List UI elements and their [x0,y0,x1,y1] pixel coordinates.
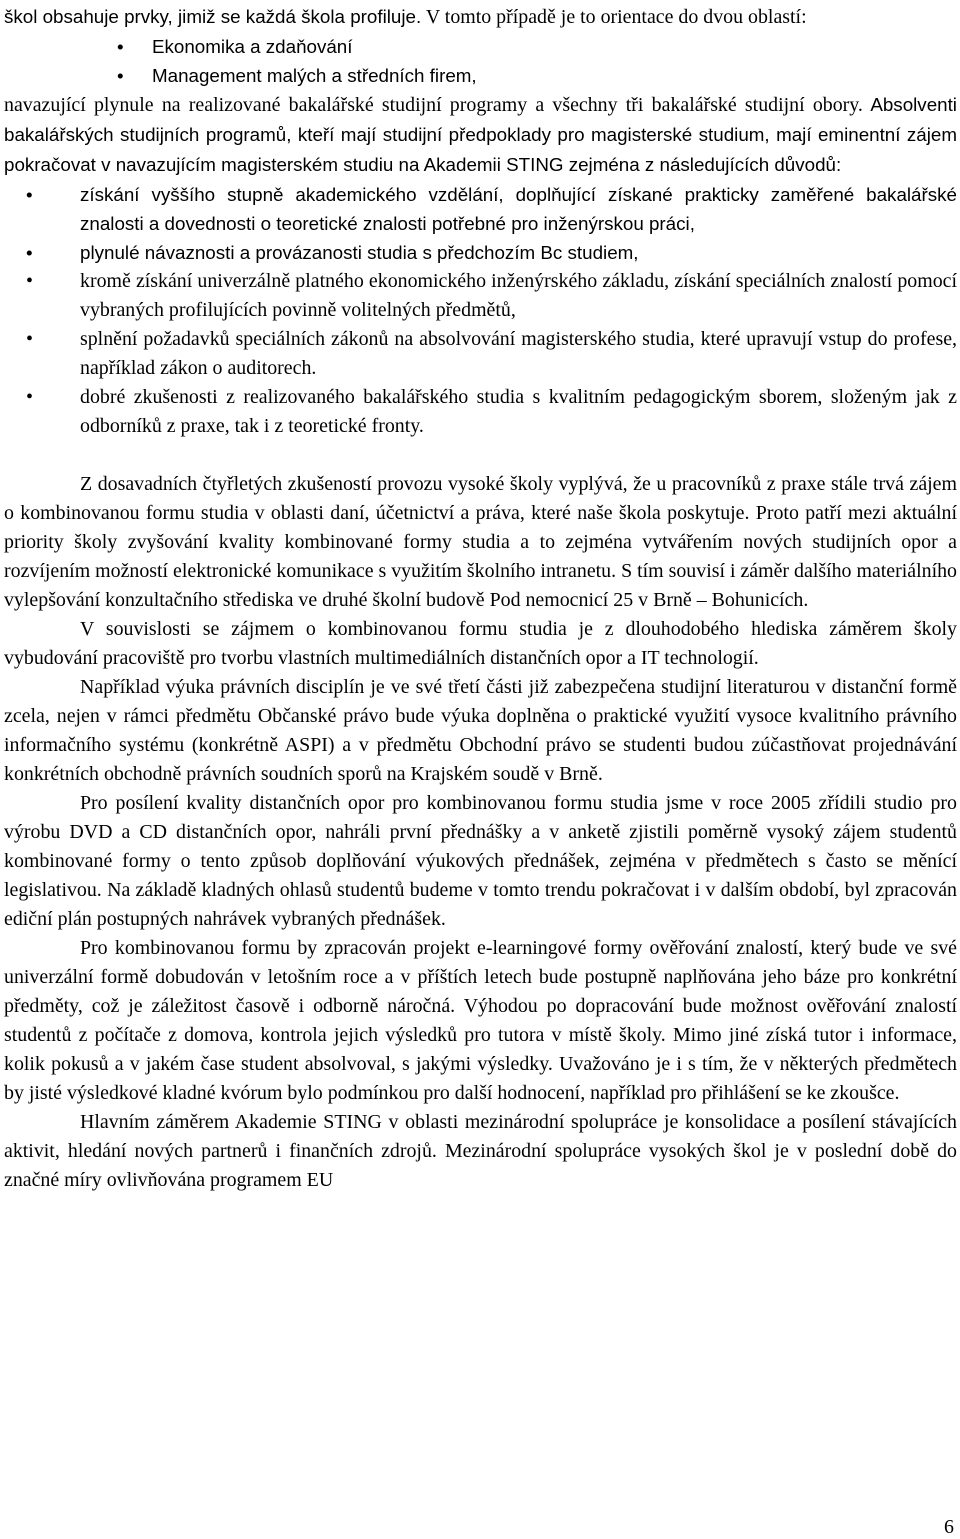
page-number: 6 [944,1516,954,1538]
bullet-icon: • [26,270,33,292]
bullet-icon: • [26,242,33,263]
list-item-text: Ekonomika a zdaňování [152,36,353,57]
list-item [4,61,957,90]
body-paragraph: Z dosavadních čtyřletých zkušeností provozu vysoké školy vyplývá, že u pracovníků z praxe stále trvá zájem o kombinovanou formu studia v oblasti daní, účetnictví a práva, které naše škola poskytuje. Proto patří mezi aktuální priority školy zvyšování kvality kombinované formy studia a to zejména vytvářením nových studijních opor a rozvíjením možností elektronické komunikace s využitím školního intranetu. S tím souvisí i záměr dalšího materiálního vylepšování konzultačního střediska ve druhé školní budově Pod nemocnicí 25 v Brně – Bohunicích. [4,473,957,611]
list-item [4,32,957,61]
body-paragraph: V souvislosti se zájmem o kombinovanou formu studia je z dlouhodobého hlediska záměrem školy vybudování pracoviště pro tvorbu vlastních multimediálních distančních opor a IT technologií. [4,618,957,669]
areas-list [4,32,957,90]
bullet-icon: • [117,36,124,57]
intro-tail-text: V tomto případě je to orientace do dvou oblastí: [421,6,807,28]
bullet-icon: • [26,386,33,408]
bullet-icon: • [26,328,33,350]
body-paragraph: Například výuka právních disciplín je ve své třetí části již zabezpečena studijní literaturou v distanční formě zcela, nejen v rámci předmětu Občanské právo bude výuka doplněna o praktické využití vysoce kvalitního právního informačního systému (konkrétně ASPI) a v předmětu Obchodní právo se studenti budou zúčastňovat projednávání konkrétních obchodně právních soudních sporů na Krajském soudě v Brně. [4,676,957,785]
list-item-text: kromě získání univerzálně platného ekonomického inženýrského základu, získání speciálních znalostí pomocí vybraných profilujících povinně volitelných předmětů, [80,270,957,321]
body-paragraph: Hlavním záměrem Akademie STING v oblasti mezinárodní spolupráce je konsolidace a posílení stávajících aktivit, hledání nových partnerů i finančních zdrojů. Mezinárodní spolupráce vysokých škol je v poslední době do značné míry ovlivňována programem EU [4,1111,957,1191]
intro-lead-text: škol obsahuje prvky, jimiž se každá škola profiluje. [4,6,422,27]
list-item-text: Management malých a středních firem, [152,65,477,86]
paragraph-spacer [4,441,957,470]
bullet-icon: • [26,184,33,205]
bullet-icon: • [117,65,124,86]
list-item [4,180,957,238]
list-item-text: plynulé návaznosti a provázanosti studia s předchozím Bc studiem, [80,242,639,263]
list-item-text: získání vyššího stupně akademického vzdělání, doplňující získané prakticky zaměřené bakalářské znalosti a dovednosti o teoretické znalosti potřebné pro inženýrskou práci, [80,184,957,234]
list-item-text: splnění požadavků speciálních zákonů na absolvování magisterského studia, které upravují vstup do profese, například zákon o auditorech. [80,328,957,379]
list-item [4,238,957,267]
body-paragraph: Pro posílení kvality distančních opor pro kombinovanou formu studia jsme v roce 2005 zřídili studio pro výrobu DVD a CD distančních opor, nahráli první přednášky a v anketě zjistili poměrně vysoký zájem studentů kombinované formy o tento způsob doplňování výukových přednášek, zejména v předmětech s často se měnící legislativou. Na základě kladných ohlasů studentů budeme v tomto trendu pokračovat i v dalším období, byl zpracován ediční plán postupných nahrávek vybraných přednášek. [4,792,957,930]
continuation-text-b: Absolventi bakalářských studijních programů, kteří mají studijní předpoklady pro magisterské studium, mají eminentní zájem pokračovat v navazujícím magisterském studiu na Akademii STING zejména z následujících důvodů: [4,94,957,175]
reasons-list [4,180,957,441]
document-page [4,2,957,1195]
continuation-text-a: navazující plynule na realizované bakalářské studijní programy a všechny tři bakalářské studijní obory. [4,94,863,116]
list-item [4,383,957,441]
list-item [4,325,957,383]
body-paragraph: Pro kombinovanou formu by zpracován projekt e-learningové formy ověřování znalostí, který bude ve své univerzální formě dobudován v letošním roce a v příštích letech bude postupně naplňována jeho báze pro konkrétní předměty, což je záležitost časově i odborně náročná. Výhodou po dopracování bude možnost ověřování znalostí studentů z počítače z domova, kontrola jejich výsledků pro tutora v místě školy. Mimo jiné získá tutor i informace, kolik pokusů a v jakém čase student absolvoval, s jakými výsledky. Uvažováno je i s tím, že v některých předmětech by jisté výsledkové kladné kvórum bylo podmínkou pro další hodnocení, například pro přihlášení se ke zkoušce. [4,937,957,1104]
intro-paragraph [4,2,957,32]
list-item [4,267,957,325]
continuation-paragraph [4,90,957,180]
list-item-text: dobré zkušenosti z realizovaného bakalářského studia s kvalitním pedagogickým sborem, složeným jak z odborníků z praxe, tak i z teoretické fronty. [80,386,957,437]
